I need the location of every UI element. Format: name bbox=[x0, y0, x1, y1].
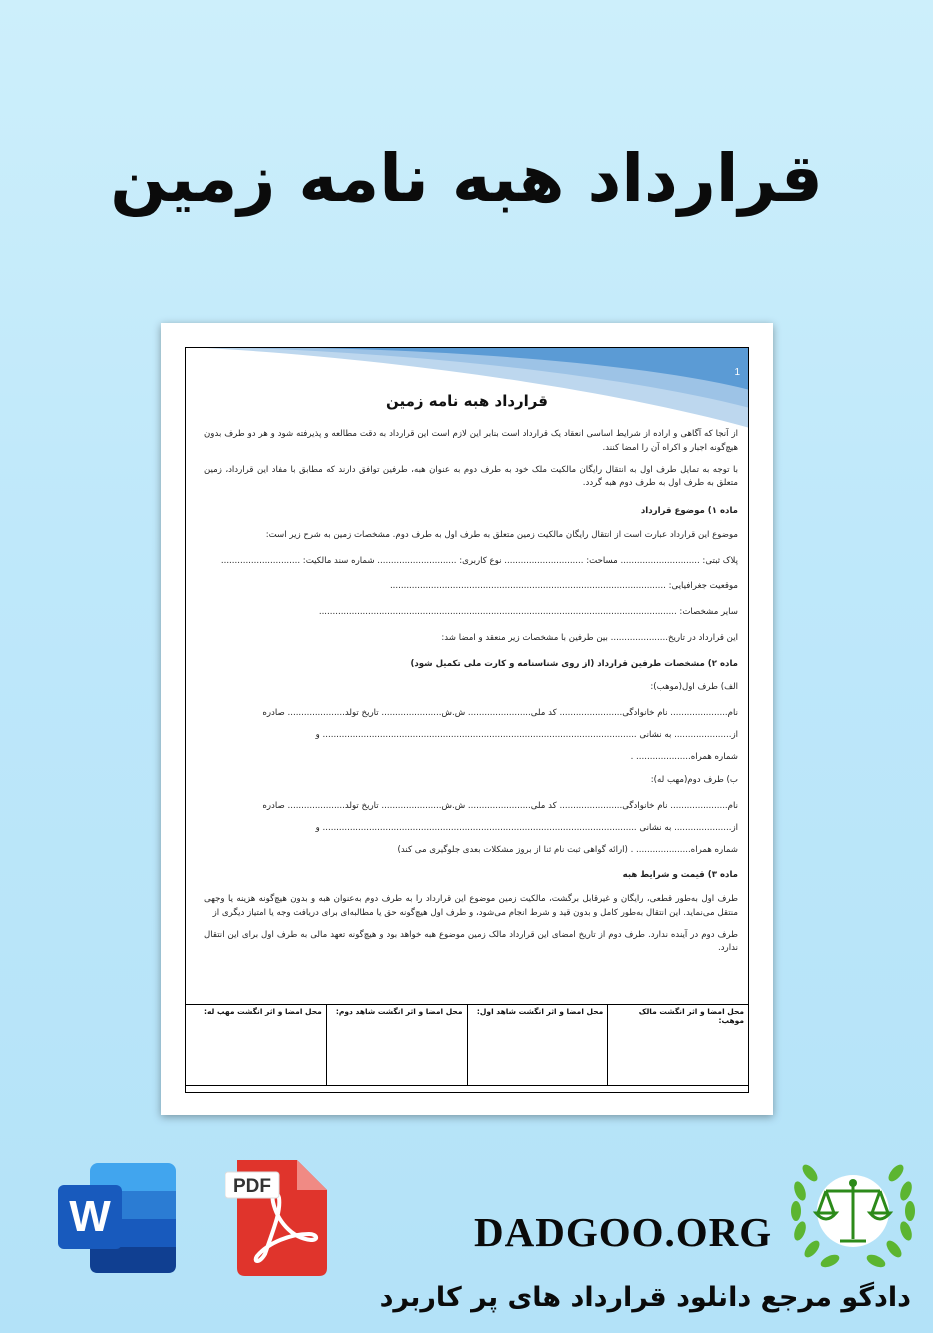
article-1-heading: ماده ۱) موضوع قرارداد bbox=[640, 506, 738, 516]
signature-table bbox=[186, 1004, 748, 1086]
signature-cell-donee: محل امضا و اثر انگشت مهب له: bbox=[203, 1007, 322, 1016]
intro-paragraph-1: از آنجا که آگاهی و اراده از شرایط اساسی انعقاد یک قرارداد است بنابر این لازم است این قرارداد به دقت مطالعه و پذیرفته شود و هر دو طرف بدون هیچ‌گونه اجبار و اکراه آن را امضا کنند. bbox=[204, 429, 738, 453]
contract-date-line: این قرارداد در تاریخ..................... بین طرفین با مشخصات زیر منعقد و امضا شد: bbox=[441, 632, 738, 643]
pdf-icon[interactable] bbox=[225, 1160, 327, 1276]
word-icon[interactable] bbox=[58, 1163, 176, 1273]
article-1-text: موضوع این قرارداد عبارت است از انتقال رایگان مالکیت زمین متعلق به طرف اول به طرف دوم. مشخصات زمین به شرح زیر است: bbox=[265, 529, 738, 540]
document-body bbox=[204, 428, 738, 964]
article-2-heading: ماده ۲) مشخصات طرفین قرارداد (از روی شناسنامه و کارت ملی تکمیل شود) bbox=[410, 658, 738, 669]
article-3-text-1: طرف اول به‌طور قطعی، رایگان و غیرقابل برگشت، مالکیت زمین موضوع این قرارداد را به طرف دوم به‌عنوان هبه و بدون هیچ‌گونه هزینه یا وجهی منتقل می‌نماید. این انتقال به‌طور کامل و بدون قید و شرط انجام می‌شود، و طرف اول هیچ‌گونه حق یا مطالبه‌ای برای دریافت وجه یا امتیاز دیگری از bbox=[204, 894, 738, 918]
document-frame bbox=[185, 347, 749, 1093]
pdf-label: PDF bbox=[233, 1176, 271, 1197]
party-b-label: ب) طرف دوم(مهب له): bbox=[650, 775, 738, 786]
other-specs-line: سایر مشخصات: ................................................................................................................................... bbox=[318, 607, 738, 617]
document-title: قرارداد هبه نامه زمین bbox=[386, 392, 548, 410]
party-b-line-2: از..................... به نشانی ................................................................................................................... و bbox=[315, 822, 738, 833]
party-a-line-2: از..................... به نشانی ................................................................................................................... و bbox=[315, 729, 738, 740]
signature-cell-witness-2: محل امضا و اثر انگشت شاهد دوم: bbox=[326, 1005, 467, 1085]
signature-cell-donor: محل امضا و اثر انگشت مالک موهب: bbox=[607, 1005, 748, 1085]
party-a-line-3: شماره همراه.................... . bbox=[630, 751, 738, 762]
document-preview bbox=[161, 323, 773, 1115]
scales-of-justice-icon bbox=[788, 1155, 918, 1273]
tagline: دادگو مرجع دانلود قرارداد های پر کاربرد bbox=[379, 1282, 911, 1313]
party-b-line-3: شماره همراه.................... . (ارائه گواهی ثبت نام ثنا از بروز مشکلات بعدی جلوگیری می کند) bbox=[397, 844, 738, 855]
party-a-label: الف) طرف اول(موهب): bbox=[650, 682, 738, 693]
party-a-line-1: نام..................... نام خانوادگی....................... کد ملی....................... ش.ش...................... تاریخ تولد..................... صادره bbox=[262, 708, 738, 718]
plate-fields-line: پلاک ثبتی: ............................. مساحت: ............................. نوع کاربری: ............................. شماره سند مالکیت: ............................. bbox=[220, 555, 738, 566]
signature-cell-witness-1: محل امضا و اثر انگشت شاهد اول: bbox=[467, 1005, 608, 1085]
page-title: قرارداد هبه نامه زمین bbox=[110, 140, 823, 217]
site-name[interactable]: DADGOO.ORG bbox=[474, 1209, 773, 1255]
intro-paragraph-2: با توجه به تمایل طرف اول به انتقال رایگان مالکیت ملک خود به طرف دوم به عنوان هبه، طرفین توافق دارند که مطابق با مفاد این قرارداد، زمین متعلق به طرف اول به طرف دوم هبه گردد. bbox=[204, 464, 738, 489]
page-number: 1 bbox=[734, 367, 740, 378]
article-3-heading: ماده ۳) قیمت و شرایط هبه bbox=[622, 870, 738, 881]
word-letter: W bbox=[69, 1192, 111, 1241]
location-field-line: موقعیت جغرافیایی: ..................................................................................................... bbox=[389, 581, 738, 592]
party-b-line-1: نام..................... نام خانوادگی....................... کد ملی....................... ش.ش...................... تاریخ تولد..................... صادره bbox=[262, 801, 738, 811]
article-3-text-2: طرف دوم در آینده ندارد. طرف دوم از تاریخ امضای این قرارداد مالک زمین موضوع هبه خواهد بود و هیچ‌گونه تعهد مالی به طرف اول برای این انتقال ندارد. bbox=[204, 929, 738, 954]
